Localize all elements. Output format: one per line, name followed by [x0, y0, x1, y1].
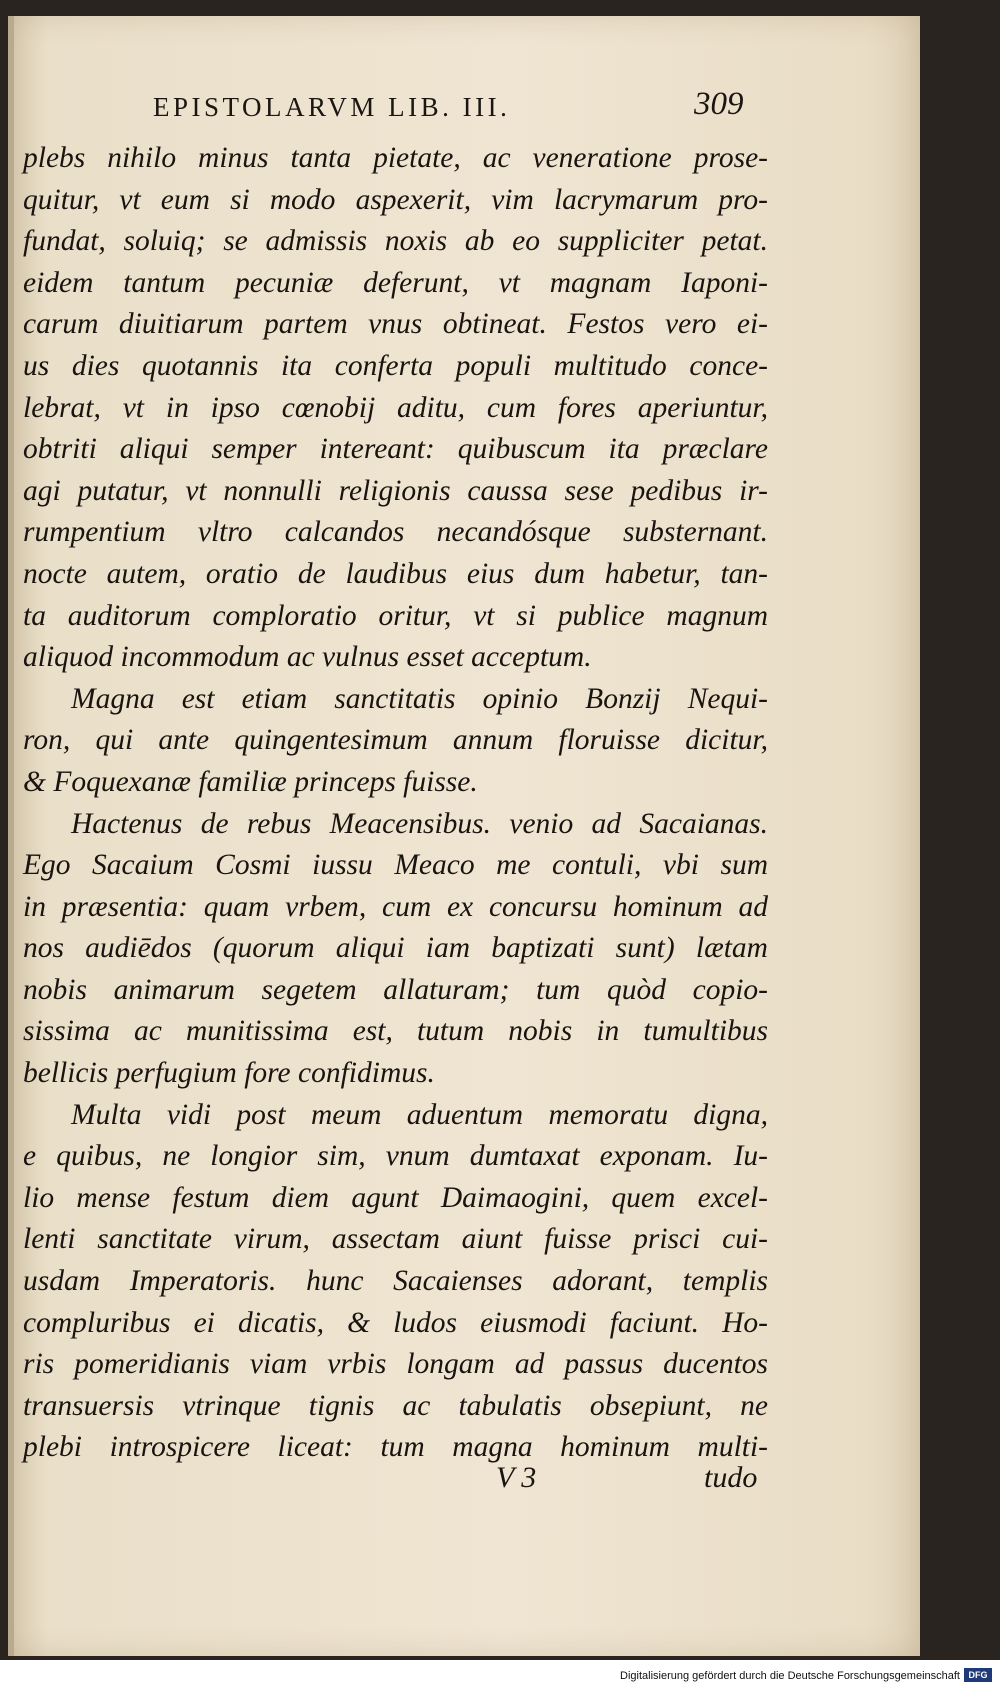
- text-line: nos audiēdos (quorum aliqui iam baptizati sunt) lætam: [23, 932, 768, 965]
- catchword: tudo: [704, 1461, 758, 1494]
- text-line: fundat, soluiq; se admissis noxis ab eo suppliciter petat.: [23, 225, 768, 258]
- text-line: in præsentia: quam vrbem, cum ex concursu hominum ad: [23, 890, 768, 923]
- text-line: eidem tantum pecuniæ deferunt, vt magnam Iaponi-: [23, 266, 768, 299]
- body-text: [23, 138, 783, 1469]
- page-edge: [8, 16, 14, 1656]
- book-page: [8, 16, 920, 1656]
- text-line: Magna est etiam sanctitatis opinio Bonzij Nequi-: [71, 682, 768, 715]
- text-line: lebrat, vt in ipso cœnobij aditu, cum fores aperiuntur,: [23, 391, 768, 424]
- text-line: usdam Imperatoris. hunc Sacaienses adorant, templis: [23, 1265, 768, 1298]
- text-line: lio mense festum diem agunt Daimaogini, quem excel-: [23, 1181, 768, 1214]
- text-line: lenti sanctitate virum, assectam aiunt fuisse prisci cui-: [23, 1223, 768, 1256]
- text-line: ta auditorum comploratio oritur, vt si publice magnum: [23, 599, 768, 632]
- text-line: plebi introspicere liceat: tum magna hominum multi-: [23, 1431, 768, 1464]
- text-line: ron, qui ante quingentesimum annum floruisse dicitur,: [23, 724, 768, 757]
- text-line: aliquod incommodum ac vulnus esset acceptum.: [23, 641, 592, 674]
- dfg-logo: DFG: [964, 1668, 992, 1682]
- text-line: agi putatur, vt nonnulli religionis caussa sese pedibus ir-: [23, 474, 768, 507]
- text-line: us dies quotannis ita conferta populi multitudo conce-: [23, 349, 768, 382]
- text-line: transuersis vtrinque tignis ac tabulatis obsepiunt, ne: [23, 1389, 768, 1422]
- text-line: carum diuitiarum partem vnus obtineat. Festos vero ei-: [23, 308, 768, 341]
- text-line: nocte autem, oratio de laudibus eius dum habetur, tan-: [23, 557, 768, 590]
- page-number: 309: [694, 86, 744, 122]
- text-line: rumpentium vltro calcandos necandósque substernant.: [23, 516, 768, 549]
- signature-mark: V 3: [496, 1461, 537, 1494]
- text-line: Multa vidi post meum aduentum memoratu digna,: [71, 1098, 768, 1131]
- text-line: compluribus ei dicatis, & ludos eiusmodi faciunt. Ho-: [23, 1306, 768, 1339]
- running-head: EPISTOLARVM LIB. III.: [153, 92, 511, 122]
- text-line: nobis animarum segetem allaturam; tum quòd copio-: [23, 973, 768, 1006]
- text-line: Ego Sacaium Cosmi iussu Meaco me contuli, vbi sum: [23, 849, 768, 882]
- footer-credit: Digitalisierung gefördert durch die Deutsche Forschungsgemeinschaft: [620, 1670, 960, 1682]
- text-line: & Foquexanæ familiæ princeps fuisse.: [23, 765, 478, 798]
- text-line: Hactenus de rebus Meacensibus. venio ad Sacaianas.: [71, 807, 768, 840]
- text-line: obtriti aliqui semper intereant: quibuscum ita præclare: [23, 433, 768, 466]
- catch-row: [8, 1461, 920, 1506]
- text-line: e quibus, ne longior sim, vnum dumtaxat exponam. Iu-: [23, 1140, 768, 1173]
- page-header: [8, 86, 920, 136]
- text-line: ris pomeridianis viam vrbis longam ad passus ducentos: [23, 1348, 768, 1381]
- digitization-footer: [0, 1662, 1000, 1692]
- text-line: quitur, vt eum si modo aspexerit, vim lacrymarum pro-: [23, 183, 768, 216]
- text-line: bellicis perfugium fore confidimus.: [23, 1057, 435, 1090]
- text-line: plebs nihilo minus tanta pietate, ac veneratione prose-: [23, 142, 768, 174]
- text-line: sissima ac munitissima est, tutum nobis in tumultibus: [23, 1015, 768, 1048]
